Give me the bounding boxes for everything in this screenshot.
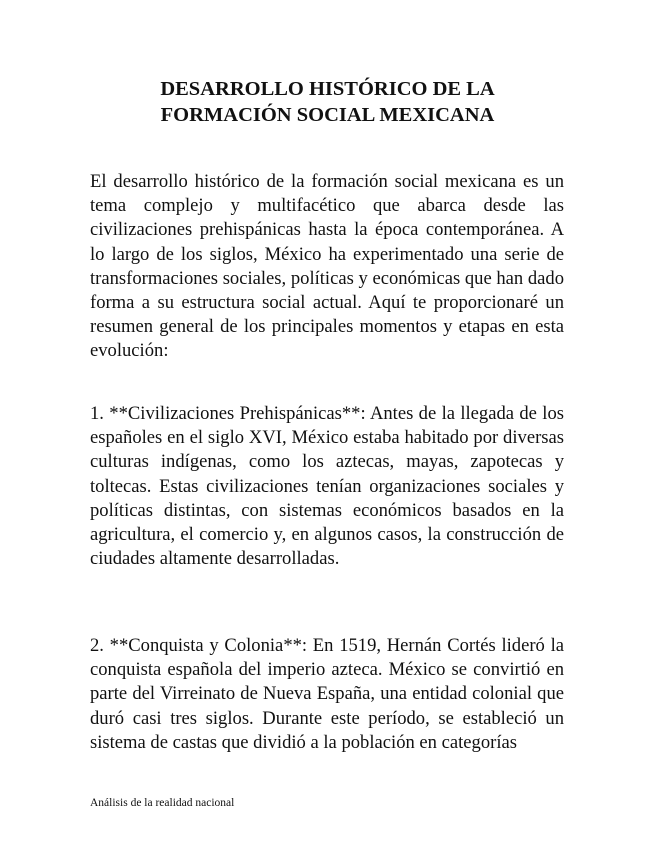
title-line-2: FORMACIÓN SOCIAL MEXICANA bbox=[160, 104, 495, 126]
intro-paragraph: El desarrollo histórico de la formación social mexicana es un tema complejo y multifacético que abarca desde las civilizaciones prehispánicas hasta la época contemporánea. A lo largo de los siglos, México ha experimentado una serie de transformaciones sociales, políticas y económicas que han dado forma a su estructura social actual. Aquí te proporcionaré un resumen general de los principales momentos y etapas en esta evolución: bbox=[90, 171, 564, 362]
document-title bbox=[90, 76, 565, 128]
section-prehispanic-paragraph: 1. **Civilizaciones Prehispánicas**: Antes de la llegada de los españoles en el siglo XVI, México estaba habitado por diversas culturas indígenas, como los aztecas, mayas, zapotecas y toltecas. Estas civilizaciones tenían organizaciones sociales y políticas distintas, con sistemas económicos basados en la agricultura, el comercio y, en algunos casos, la construcción de ciudades altamente desarrolladas. bbox=[90, 403, 564, 570]
title-line-1: DESARROLLO HISTÓRICO DE LA bbox=[160, 78, 495, 100]
section-conquest-paragraph: 2. **Conquista y Colonia**: En 1519, Hernán Cortés lideró la conquista española del imperio azteca. México se convirtió en parte del Virreinato de Nueva España, una entidad colonial que duró casi tres siglos. Durante este período, se estableció un sistema de castas que dividió a la población en categorías bbox=[90, 635, 564, 753]
page-footer: Análisis de la realidad nacional bbox=[90, 797, 235, 809]
